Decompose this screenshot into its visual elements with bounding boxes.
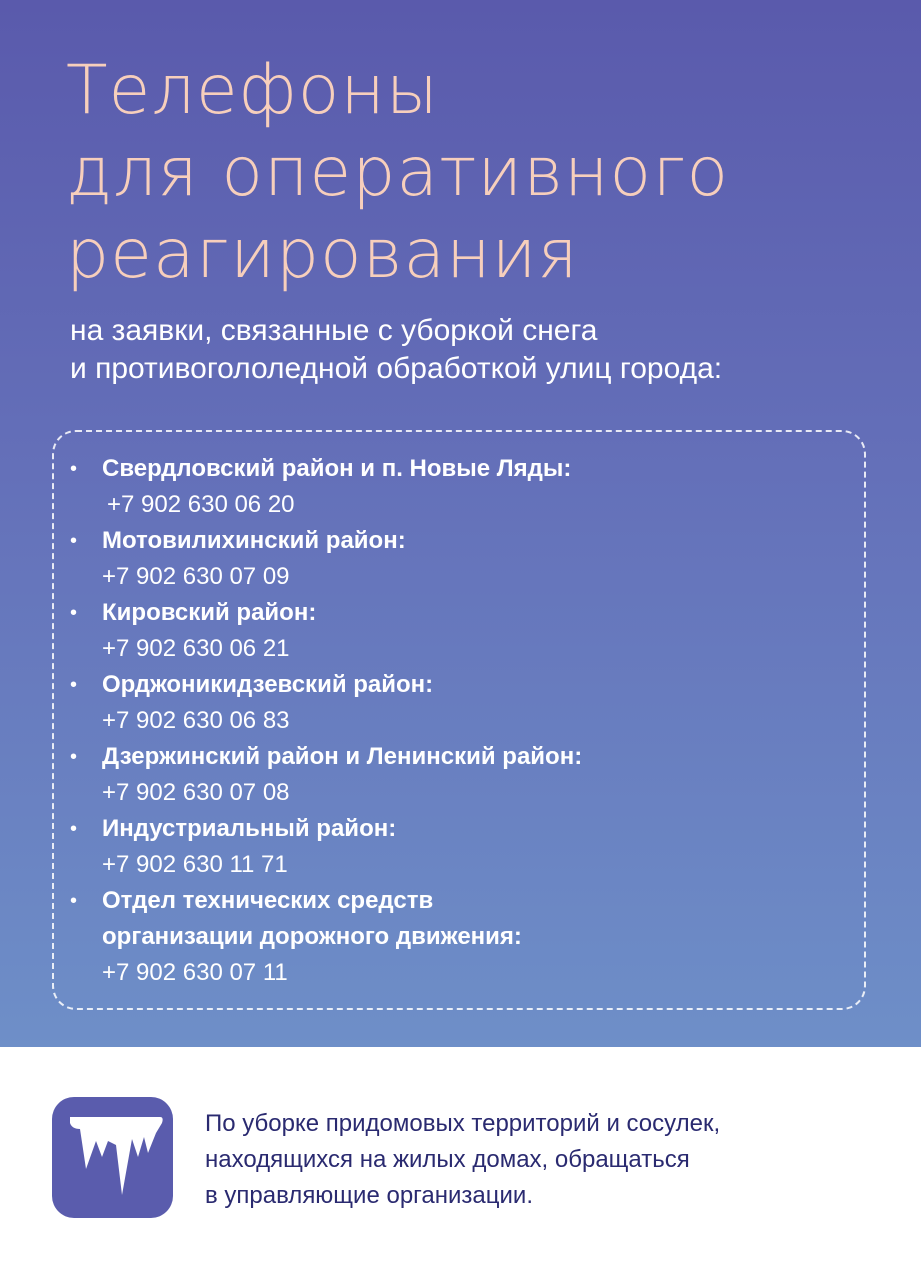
subtitle-line: и противогололедной обработкой улиц города: [70,352,723,385]
notice-line: в управляющие организации. [205,1182,533,1209]
subtitle [70,312,722,388]
notice-line: По уборке придомовых территорий и сосулек, [205,1110,721,1137]
list-item [70,451,582,523]
list-item [70,523,582,595]
list-item [70,595,582,667]
list-item [70,811,582,883]
phone-number[interactable]: +7 902 630 06 20 [107,491,295,518]
phone-number[interactable]: +7 902 630 07 08 [102,779,290,806]
district-name: организации дорожного движения: [102,923,522,950]
district-name: • Дзержинский район и Ленинский район: [102,743,583,770]
page-title [66,50,729,296]
district-name: • Свердловский район и п. Новые Ляды: [102,455,572,482]
phone-number[interactable]: +7 902 630 06 83 [102,707,290,734]
notice-text [205,1106,720,1214]
notice-line: находящихся на жилых домах, обращаться [205,1146,690,1173]
district-name: • Индустриальный район: [102,815,397,842]
title-line: реагирования [66,215,579,294]
phone-number[interactable]: +7 902 630 11 71 [102,851,288,878]
contacts-list [70,451,582,991]
list-item [70,667,582,739]
icicle-icon [52,1097,173,1218]
list-item [70,739,582,811]
subtitle-line: на заявки, связанные с уборкой снега [70,314,598,347]
district-name: • Отдел технических средств [102,887,434,914]
title-line: Телефоны [66,51,439,130]
phone-number[interactable]: +7 902 630 07 09 [102,563,290,590]
phone-number[interactable]: +7 902 630 07 11 [102,959,288,986]
district-name: • Орджоникидзевский район: [102,671,434,698]
list-item [70,883,582,991]
district-name: • Кировский район: [102,599,317,626]
district-name: • Мотовилихинский район: [102,527,406,554]
phone-number[interactable]: +7 902 630 06 21 [102,635,290,662]
title-line: для оперативного [66,133,730,212]
